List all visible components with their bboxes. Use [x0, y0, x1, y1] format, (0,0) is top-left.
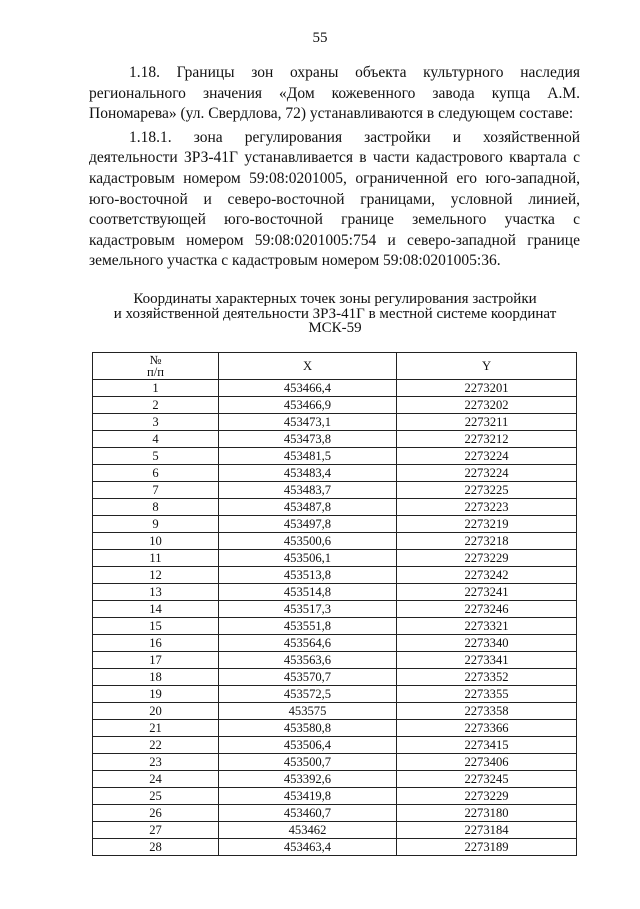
cell-y: 2273224 [397, 448, 577, 465]
header-y: Y [397, 353, 577, 380]
cell-x: 453564,6 [219, 635, 397, 652]
cell-y: 2273358 [397, 703, 577, 720]
cell-number: 17 [93, 652, 219, 669]
cell-x: 453497,8 [219, 516, 397, 533]
coordinates-table [92, 352, 577, 856]
cell-number: 3 [93, 414, 219, 431]
cell-y: 2273219 [397, 516, 577, 533]
table-row [93, 482, 577, 499]
cell-x: 453551,8 [219, 618, 397, 635]
cell-y: 2273366 [397, 720, 577, 737]
table-row [93, 533, 577, 550]
table-row [93, 499, 577, 516]
cell-number: 8 [93, 499, 219, 516]
cell-y: 2273245 [397, 771, 577, 788]
cell-number: 16 [93, 635, 219, 652]
cell-y: 2273202 [397, 397, 577, 414]
table-row [93, 822, 577, 839]
table-row [93, 584, 577, 601]
table-row [93, 448, 577, 465]
cell-number: 25 [93, 788, 219, 805]
caption-line-1: Координаты характерных точек зоны регулирования застройки [133, 291, 537, 307]
header-number [93, 353, 219, 380]
cell-y: 2273184 [397, 822, 577, 839]
cell-x: 453517,3 [219, 601, 397, 618]
table-row [93, 431, 577, 448]
cell-x: 453473,8 [219, 431, 397, 448]
caption-line-2: и хозяйственной деятельности ЗРЗ-41Г в местной системе координат [113, 305, 557, 322]
cell-number: 21 [93, 720, 219, 737]
cell-x: 453419,8 [219, 788, 397, 805]
table-row [93, 737, 577, 754]
cell-x: 453483,7 [219, 482, 397, 499]
cell-number: 12 [93, 567, 219, 584]
table-row [93, 805, 577, 822]
cell-number: 24 [93, 771, 219, 788]
caption-line-3: МСК-59 [308, 320, 362, 336]
table-row [93, 669, 577, 686]
cell-number: 20 [93, 703, 219, 720]
cell-number: 14 [93, 601, 219, 618]
cell-number: 15 [93, 618, 219, 635]
cell-number: 10 [93, 533, 219, 550]
table-row [93, 686, 577, 703]
cell-x: 453500,6 [219, 533, 397, 550]
cell-x: 453572,5 [219, 686, 397, 703]
table-caption [80, 292, 590, 336]
cell-number: 6 [93, 465, 219, 482]
cell-x: 453481,5 [219, 448, 397, 465]
table-row [93, 567, 577, 584]
cell-y: 2273355 [397, 686, 577, 703]
cell-y: 2273241 [397, 584, 577, 601]
cell-x: 453473,1 [219, 414, 397, 431]
cell-y: 2273340 [397, 635, 577, 652]
table-row [93, 465, 577, 482]
cell-x: 453500,7 [219, 754, 397, 771]
cell-x: 453570,7 [219, 669, 397, 686]
cell-y: 2273223 [397, 499, 577, 516]
cell-y: 2273246 [397, 601, 577, 618]
table-row [93, 703, 577, 720]
table-row [93, 380, 577, 397]
table-row [93, 414, 577, 431]
cell-y: 2273352 [397, 669, 577, 686]
cell-y: 2273201 [397, 380, 577, 397]
paragraph-1-18-1: 1.18.1. зона регулирования застройки и хозяйственной деятельности ЗРЗ-41Г устанавливается в части кадастрового квартала с кадастровым номером 59:08:0201005, ограниченной его юго-западной, юго-восточной и северо-восточной границами, условной линией, соответствующей юго-восточной границе земельного участка с кадастровым номером 59:08:0201005:754 и северо-западной границе земельного участка с кадастровым номером 59:08:0201005:36. [89, 128, 580, 270]
table-row [93, 550, 577, 567]
cell-y: 2273229 [397, 550, 577, 567]
cell-y: 2273180 [397, 805, 577, 822]
table-row [93, 397, 577, 414]
table-row [93, 754, 577, 771]
cell-number: 7 [93, 482, 219, 499]
cell-number: 27 [93, 822, 219, 839]
cell-number: 28 [93, 839, 219, 856]
cell-y: 2273406 [397, 754, 577, 771]
cell-number: 2 [93, 397, 219, 414]
cell-number: 1 [93, 380, 219, 397]
cell-y: 2273211 [397, 414, 577, 431]
table-row [93, 720, 577, 737]
cell-x: 453575 [219, 703, 397, 720]
table-body [93, 380, 577, 856]
table-row [93, 601, 577, 618]
cell-number: 5 [93, 448, 219, 465]
cell-x: 453580,8 [219, 720, 397, 737]
cell-x: 453392,6 [219, 771, 397, 788]
cell-x: 453506,4 [219, 737, 397, 754]
table-row [93, 652, 577, 669]
cell-number: 19 [93, 686, 219, 703]
cell-x: 453506,1 [219, 550, 397, 567]
table-row [93, 618, 577, 635]
table-row [93, 516, 577, 533]
header-number-label: п/п [147, 365, 164, 379]
cell-number: 22 [93, 737, 219, 754]
cell-y: 2273321 [397, 618, 577, 635]
table-header-row [93, 353, 577, 380]
cell-x: 453466,9 [219, 397, 397, 414]
cell-x: 453514,8 [219, 584, 397, 601]
cell-number: 9 [93, 516, 219, 533]
cell-x: 453466,4 [219, 380, 397, 397]
header-x: X [219, 353, 397, 380]
header-number-symbol: № [149, 353, 162, 367]
cell-x: 453487,8 [219, 499, 397, 516]
cell-number: 23 [93, 754, 219, 771]
body-text [89, 63, 580, 272]
cell-x: 453462 [219, 822, 397, 839]
cell-number: 26 [93, 805, 219, 822]
cell-x: 453513,8 [219, 567, 397, 584]
cell-y: 2273415 [397, 737, 577, 754]
cell-y: 2273224 [397, 465, 577, 482]
table-row [93, 771, 577, 788]
page-number: 55 [312, 30, 328, 46]
cell-number: 4 [93, 431, 219, 448]
cell-number: 18 [93, 669, 219, 686]
cell-x: 453563,6 [219, 652, 397, 669]
paragraph-1-18: 1.18. Границы зон охраны объекта культурного наследия регионального значения «Дом кожевенного завода купца А.М. Пономарева» (ул. Свердлова, 72) устанавливаются в следующем составе: [89, 64, 580, 123]
table-row [93, 788, 577, 805]
cell-x: 453483,4 [219, 465, 397, 482]
cell-y: 2273212 [397, 431, 577, 448]
cell-y: 2273218 [397, 533, 577, 550]
cell-x: 453463,4 [219, 839, 397, 856]
cell-y: 2273242 [397, 567, 577, 584]
cell-x: 453460,7 [219, 805, 397, 822]
table-row [93, 635, 577, 652]
cell-y: 2273189 [397, 839, 577, 856]
cell-number: 11 [93, 550, 219, 567]
cell-y: 2273341 [397, 652, 577, 669]
cell-y: 2273225 [397, 482, 577, 499]
cell-y: 2273229 [397, 788, 577, 805]
table-row [93, 839, 577, 856]
cell-number: 13 [93, 584, 219, 601]
